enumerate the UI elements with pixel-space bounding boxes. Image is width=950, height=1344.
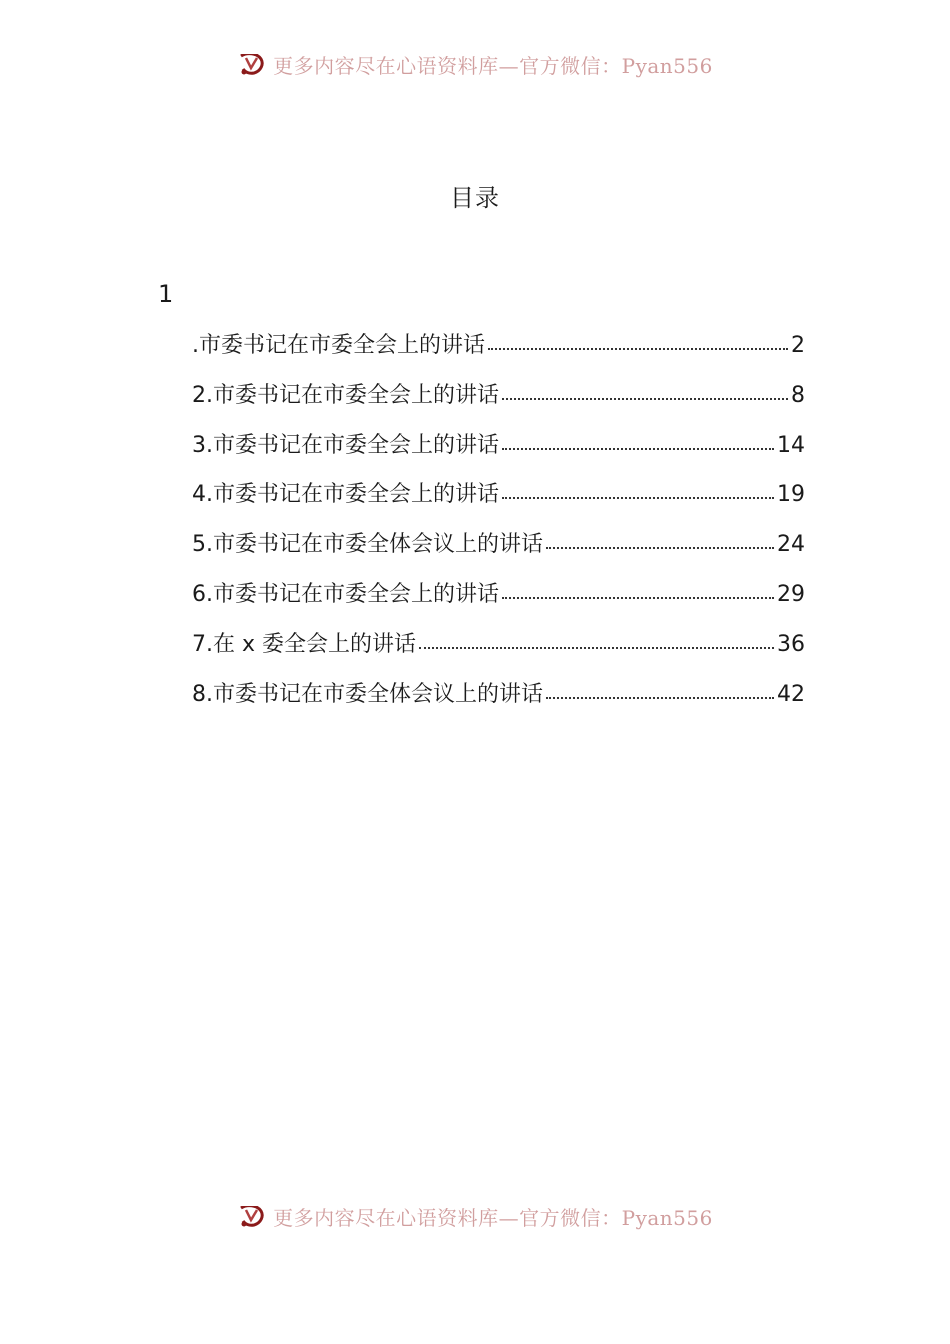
- toc-entry[interactable]: [192, 627, 805, 677]
- toc-entry-page: 2: [791, 333, 805, 358]
- toc-entry[interactable]: [192, 328, 805, 378]
- toc-dot-leader: [502, 496, 774, 499]
- toc-entry-label: 3.市委书记在市委全会上的讲话: [192, 432, 499, 458]
- header-watermark: [0, 54, 950, 86]
- toc-entry-label: 8.市委书记在市委全体会议上的讲话: [192, 681, 543, 707]
- toc-dot-leader: [502, 596, 774, 599]
- toc-list: [192, 328, 805, 726]
- toc-entry[interactable]: [192, 677, 805, 727]
- toc-entry-label: 7.在 x 委全会上的讲话: [192, 631, 416, 657]
- watermark-logo-icon: [237, 54, 265, 78]
- toc-title: 目录: [450, 184, 500, 212]
- toc-entry-page: 36: [777, 631, 805, 657]
- toc-entry-page: 8: [791, 382, 805, 408]
- toc-dot-leader: [546, 696, 774, 699]
- toc-entry-label: 5.市委书记在市委全体会议上的讲话: [192, 532, 543, 558]
- toc-entry-page: 19: [777, 482, 805, 508]
- toc-entry[interactable]: [192, 428, 805, 478]
- toc-dot-leader: [502, 447, 774, 450]
- toc-entry[interactable]: [192, 378, 805, 428]
- toc-entry-label: 6.市委书记在市委全会上的讲话: [192, 581, 499, 607]
- toc-entry-page: 24: [777, 532, 805, 558]
- toc-entry-label: .市委书记在市委全会上的讲话: [192, 333, 485, 358]
- toc-entry[interactable]: [192, 477, 805, 527]
- toc-entry-page: 14: [777, 432, 805, 458]
- toc-entry-page: 29: [777, 581, 805, 607]
- toc-dot-leader: [502, 397, 788, 400]
- toc-entry-label: 2.市委书记在市委全会上的讲话: [192, 382, 499, 408]
- toc-entry[interactable]: [192, 577, 805, 627]
- watermark-logo-icon: [237, 1206, 265, 1230]
- toc-entry[interactable]: [192, 527, 805, 577]
- toc-entry-page: 42: [777, 681, 805, 707]
- toc-dot-leader: [546, 546, 774, 549]
- toc-entry-label: 4.市委书记在市委全会上的讲话: [192, 482, 499, 508]
- footer-watermark: [0, 1206, 950, 1238]
- toc-dot-leader: [419, 646, 774, 649]
- toc-section-number: 1: [158, 280, 174, 308]
- watermark-text: 更多内容尽在心语资料库—官方微信：Pyan556: [273, 54, 713, 78]
- watermark-text: 更多内容尽在心语资料库—官方微信：Pyan556: [273, 1206, 713, 1230]
- toc-dot-leader: [488, 347, 788, 350]
